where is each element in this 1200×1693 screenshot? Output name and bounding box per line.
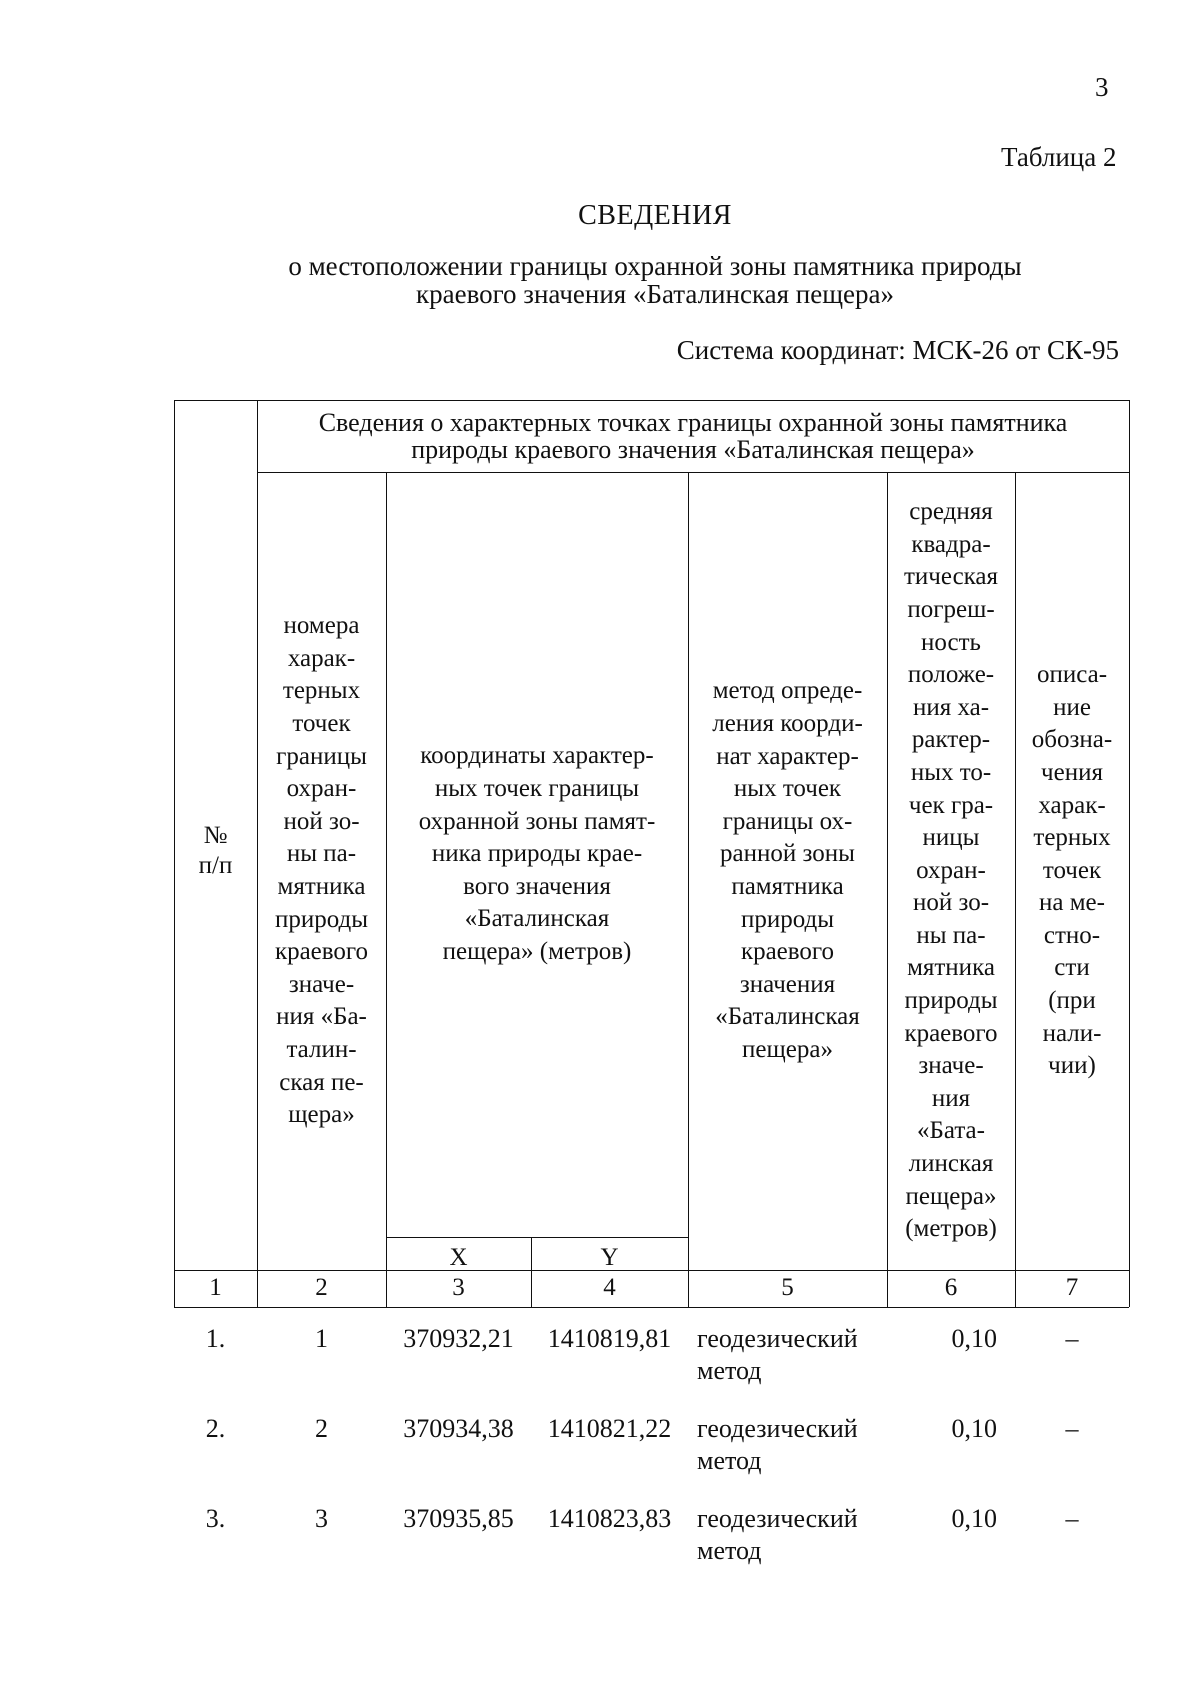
row-number: 3. [205, 1504, 226, 1533]
document-subtitle: о местоположении границы охранной зоны памятника природы краевого значения «Баталинская пещера» [288, 251, 1022, 309]
table-label: Таблица 2 [1001, 142, 1117, 172]
row-x: 370934,38 [403, 1414, 514, 1443]
column-header-number: № п/п [198, 822, 233, 879]
coordinate-system: Система координат: МСК-26 от СК-95 [676, 335, 1119, 365]
row-number: 1. [205, 1324, 226, 1353]
row-method: геодезический метод [697, 1504, 858, 1565]
row-number: 2. [205, 1414, 226, 1443]
index-cell-5: 5 [781, 1274, 794, 1302]
column-header-coordinates: координаты характер- ных точек границы охранной зоны памят- ника природы крае- вого значения «Баталинская пещера» (метров) [418, 742, 656, 965]
document-title: СВЕДЕНИЯ [578, 200, 732, 231]
row-point: 2 [315, 1414, 328, 1443]
table-group-header: Сведения о характерных точках границы охранной зоны памятника природы краевого значения «Баталинская пещера» [318, 408, 1068, 464]
table-border-right [1129, 400, 1130, 1307]
column-header-point: номера харак- терных точек границы охран- ной зо- ны па- мятника природы краевого значе- ния «Ба- талин- ская пе- щера» [274, 612, 369, 1129]
row-method: геодезический метод [697, 1414, 858, 1475]
row-point: 3 [315, 1504, 328, 1533]
row-error: 0,10 [951, 1504, 997, 1533]
page-number: 3 [1095, 72, 1109, 102]
row-description: – [1065, 1414, 1079, 1443]
row-error: 0,10 [951, 1324, 997, 1353]
index-cell-1: 1 [209, 1274, 222, 1302]
row-x: 370935,85 [403, 1504, 514, 1533]
column-header-x: X [449, 1244, 468, 1271]
table-border-bottom [174, 1307, 1129, 1308]
index-cell-6: 6 [944, 1274, 958, 1302]
index-cell-4: 4 [603, 1274, 616, 1302]
index-cell-7: 7 [1065, 1274, 1079, 1302]
row-point: 1 [315, 1324, 328, 1353]
row-description: – [1065, 1324, 1079, 1353]
row-method: геодезический метод [697, 1324, 858, 1385]
row-y: 1410823,83 [547, 1504, 672, 1533]
column-header-description: описа- ние обозна- чения харак- терных точек на ме- стно- сти (при нали- чии) [1031, 661, 1113, 1080]
row-x: 370932,21 [403, 1324, 514, 1353]
column-header-error: средняя квадра- тическая погреш- ность положе- ния ха- рактер- ных то- чек гра- ницы охран- ной зо- ны па- мятника природы краевого значе- ния «Бата- линская пещера» (метров) [903, 498, 999, 1243]
index-cell-2: 2 [315, 1274, 328, 1302]
index-cell-3: 3 [452, 1274, 465, 1302]
row-y: 1410819,81 [547, 1324, 672, 1353]
column-header-method: метод опреде- ления коорди- нат характер- ных точек границы ох- ранной зоны памятника природы краевого значения «Баталинская пещера» [712, 677, 863, 1063]
column-header-y: Y [600, 1244, 619, 1271]
row-error: 0,10 [951, 1414, 997, 1443]
row-description: – [1065, 1504, 1079, 1533]
row-y: 1410821,22 [547, 1414, 672, 1443]
